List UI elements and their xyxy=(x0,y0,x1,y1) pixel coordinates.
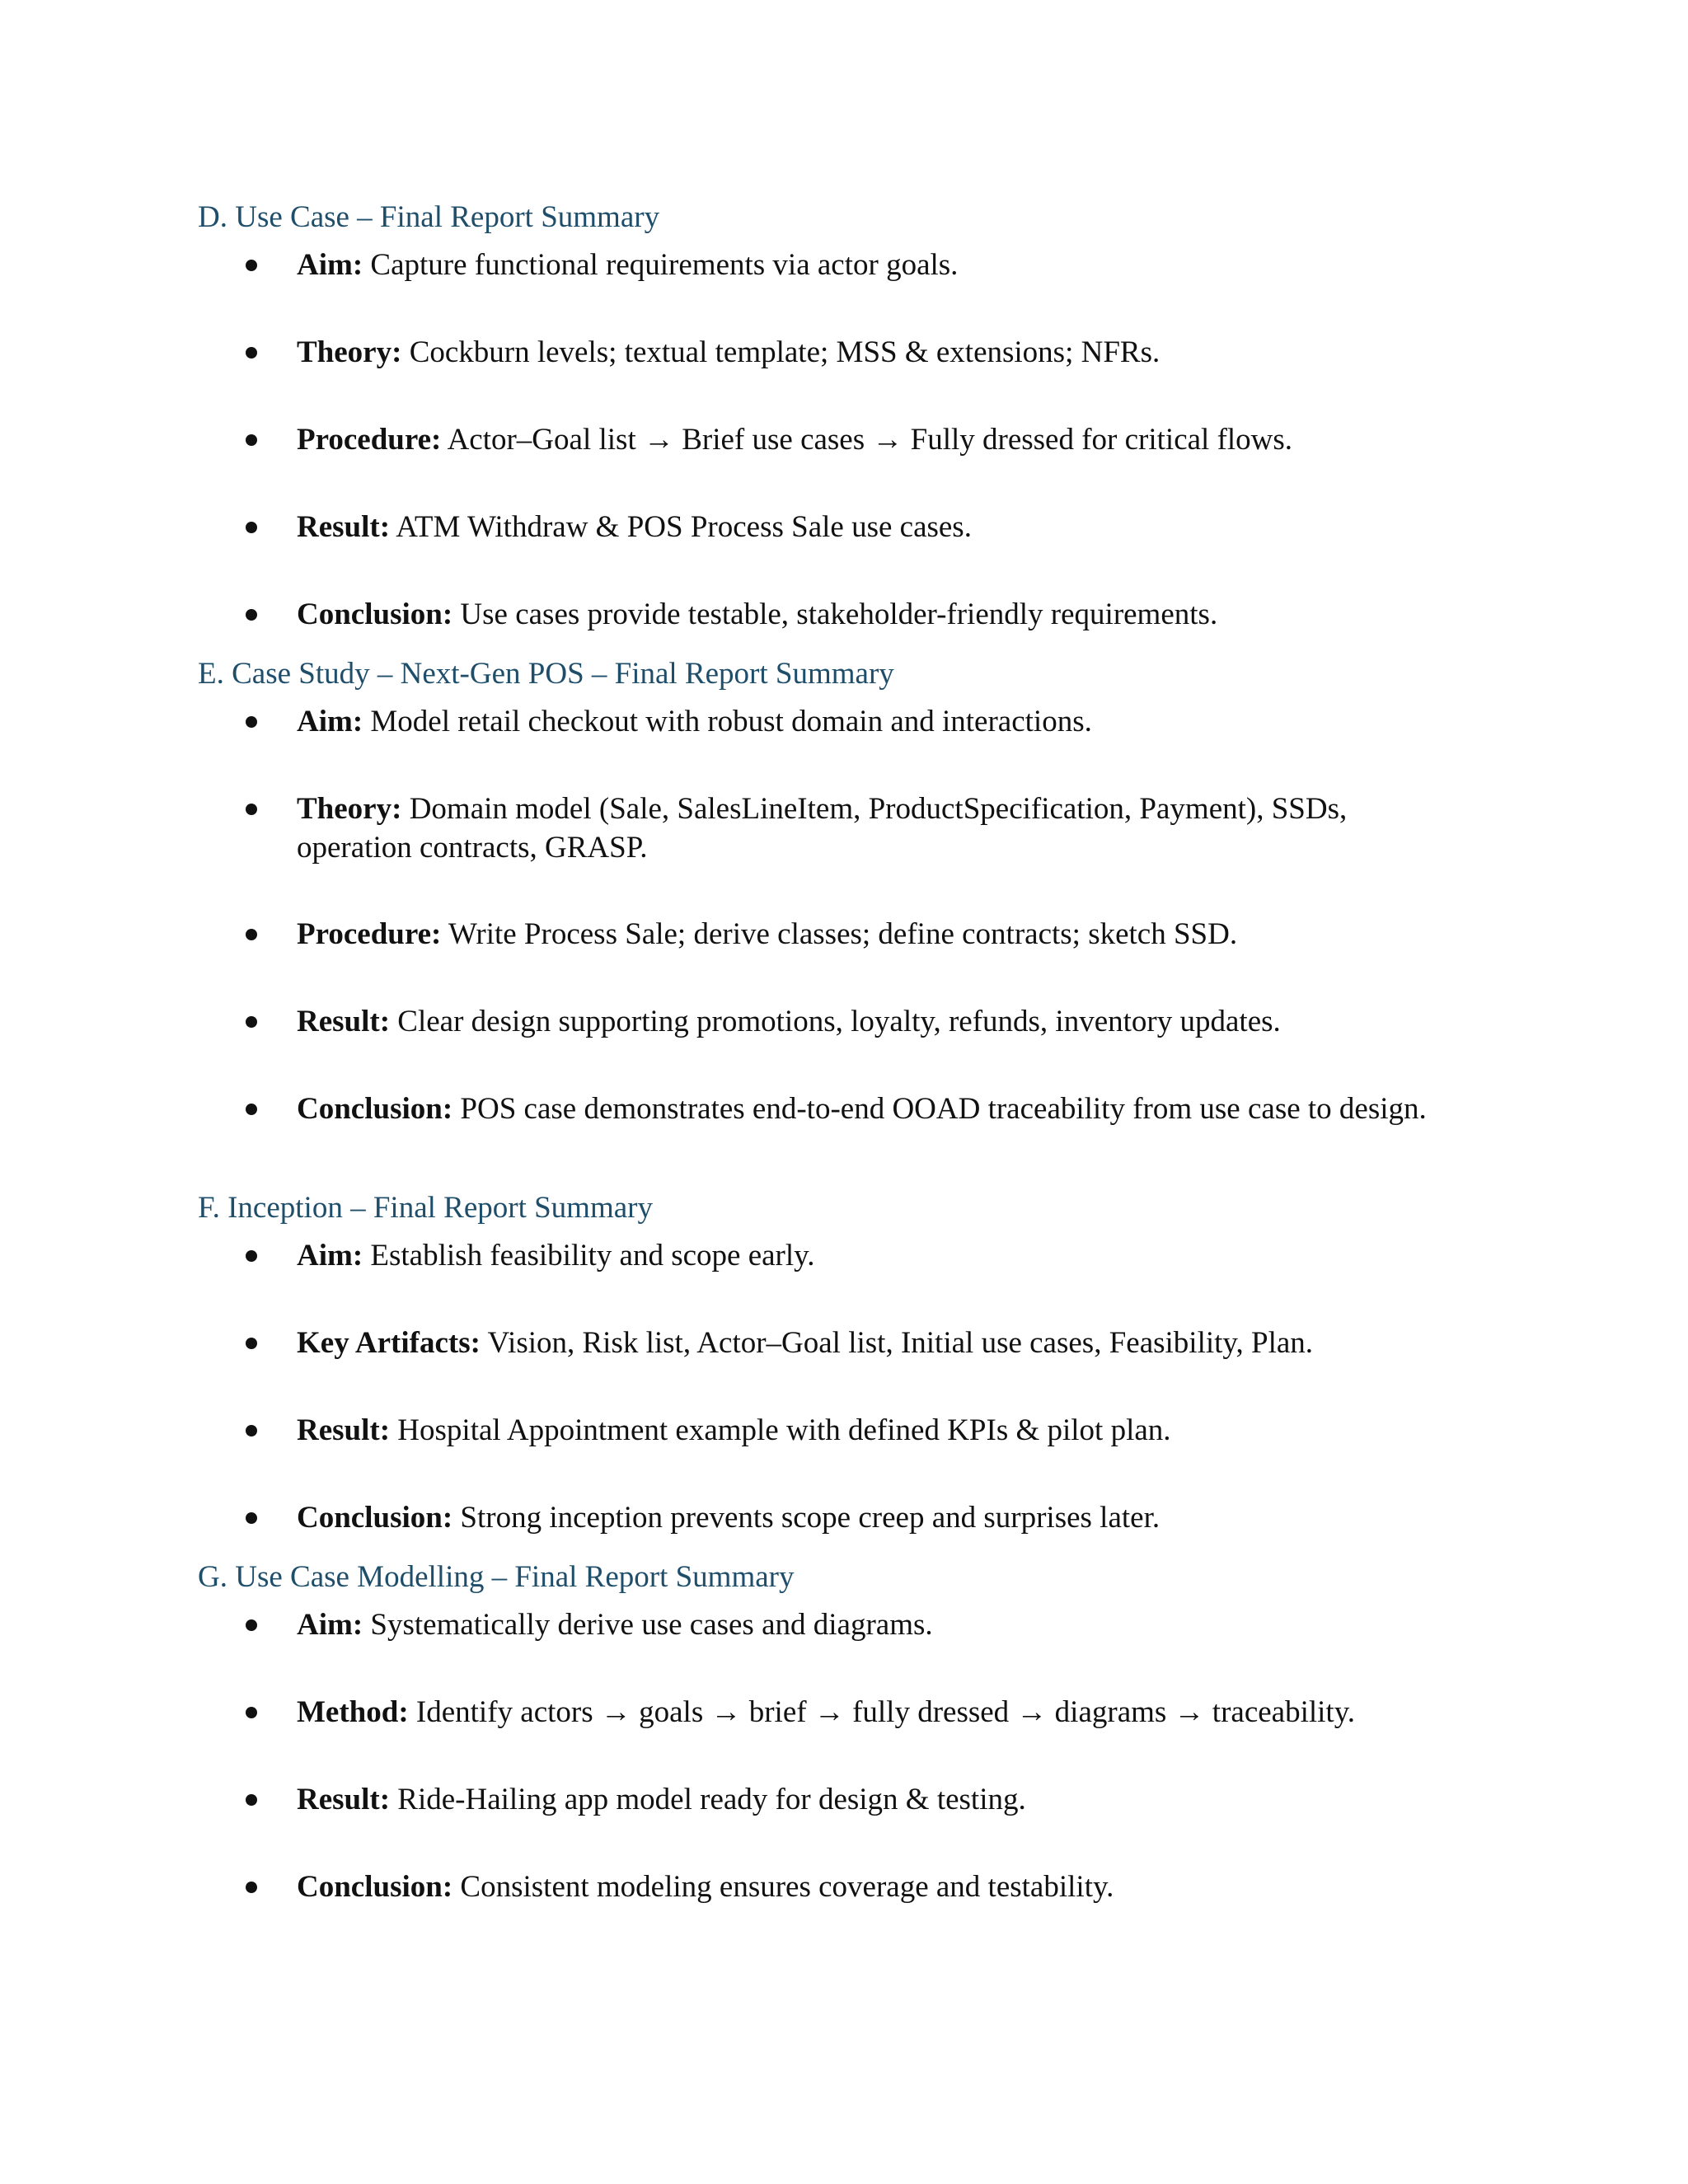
bullet-icon xyxy=(246,1619,257,1631)
bullet-icon xyxy=(246,434,257,446)
item-text: Systematically derive use cases and diagrams. xyxy=(363,1608,933,1642)
item-label: Conclusion: xyxy=(297,1092,453,1126)
item-text: Consistent modeling ensures coverage and testability. xyxy=(452,1870,1114,1904)
item-text: Identify actors → goals → brief → fully dressed → diagrams → traceability. xyxy=(408,1695,1356,1729)
bullet-icon xyxy=(246,522,257,533)
item-text: Establish feasibility and scope early. xyxy=(363,1239,815,1272)
section-heading: D. Use Case – Final Report Summary xyxy=(198,200,660,234)
item-text: Ride-Hailing app model ready for design & testing. xyxy=(390,1783,1026,1816)
item-label: Aim: xyxy=(297,248,363,282)
bullet-icon xyxy=(246,609,257,621)
bullet-icon xyxy=(246,1882,257,1893)
item-label: Method: xyxy=(297,1695,409,1729)
item-label: Procedure: xyxy=(297,917,442,951)
bullet-icon xyxy=(246,1338,257,1349)
item-label: Result: xyxy=(297,1005,391,1038)
item-label: Theory: xyxy=(297,335,402,369)
item-label: Result: xyxy=(297,1413,391,1447)
item-label: Conclusion: xyxy=(297,1870,453,1904)
item-label: Conclusion: xyxy=(297,598,453,631)
bullet-icon xyxy=(246,1250,257,1262)
item-text: Actor–Goal list → Brief use cases → Fully dressed for critical flows. xyxy=(441,423,1293,457)
item-text: ATM Withdraw & POS Process Sale use cases. xyxy=(390,510,972,544)
item-label: Procedure: xyxy=(297,423,442,457)
bullet-icon xyxy=(246,929,257,940)
item-text: Write Process Sale; derive classes; define contracts; sketch SSD. xyxy=(441,917,1238,951)
item-text: Use cases provide testable, stakeholder-friendly requirements. xyxy=(452,598,1218,631)
item-text: Strong inception prevents scope creep and surprises later. xyxy=(452,1501,1160,1535)
item-text: Capture functional requirements via actor goals. xyxy=(363,248,959,282)
item-text: Vision, Risk list, Actor–Goal list, Initial use cases, Feasibility, Plan. xyxy=(480,1326,1314,1360)
item-label: Theory: xyxy=(297,792,402,826)
item-label: Aim: xyxy=(297,1239,363,1272)
bullet-icon xyxy=(246,1016,257,1028)
item-label: Result: xyxy=(297,1783,391,1816)
item-text: POS case demonstrates end-to-end OOAD traceability from use case to design. xyxy=(452,1092,1427,1126)
item-text: Hospital Appointment example with defined KPIs & pilot plan. xyxy=(390,1413,1171,1447)
bullet-icon xyxy=(246,1512,257,1524)
item-label: Result: xyxy=(297,510,391,544)
section-heading: G. Use Case Modelling – Final Report Summary xyxy=(198,1560,795,1594)
item-text: Clear design supporting promotions, loyalty, refunds, inventory updates. xyxy=(390,1005,1281,1038)
item-label: Aim: xyxy=(297,1608,363,1642)
bullet-icon xyxy=(246,1104,257,1115)
bullet-icon xyxy=(246,1707,257,1718)
bullet-icon xyxy=(246,804,257,815)
item-label: Aim: xyxy=(297,705,363,738)
section-heading: E. Case Study – Next-Gen POS – Final Report Summary xyxy=(198,657,894,691)
item-text: Cockburn levels; textual template; MSS & extensions; NFRs. xyxy=(401,335,1160,369)
item-label: Key Artifacts: xyxy=(297,1326,481,1360)
bullet-icon xyxy=(246,1425,257,1436)
bullet-icon xyxy=(246,1794,257,1806)
section-heading: F. Inception – Final Report Summary xyxy=(198,1191,653,1225)
item-text: Model retail checkout with robust domain and interactions. xyxy=(363,705,1092,738)
item-label: Conclusion: xyxy=(297,1501,453,1535)
bullet-icon xyxy=(246,716,257,728)
bullet-icon xyxy=(246,347,257,359)
bullet-icon xyxy=(246,260,257,271)
item-text: Domain model (Sale, SalesLineItem, ProductSpecification, Payment), SSDs, operation contracts, GRASP. xyxy=(297,792,1348,865)
